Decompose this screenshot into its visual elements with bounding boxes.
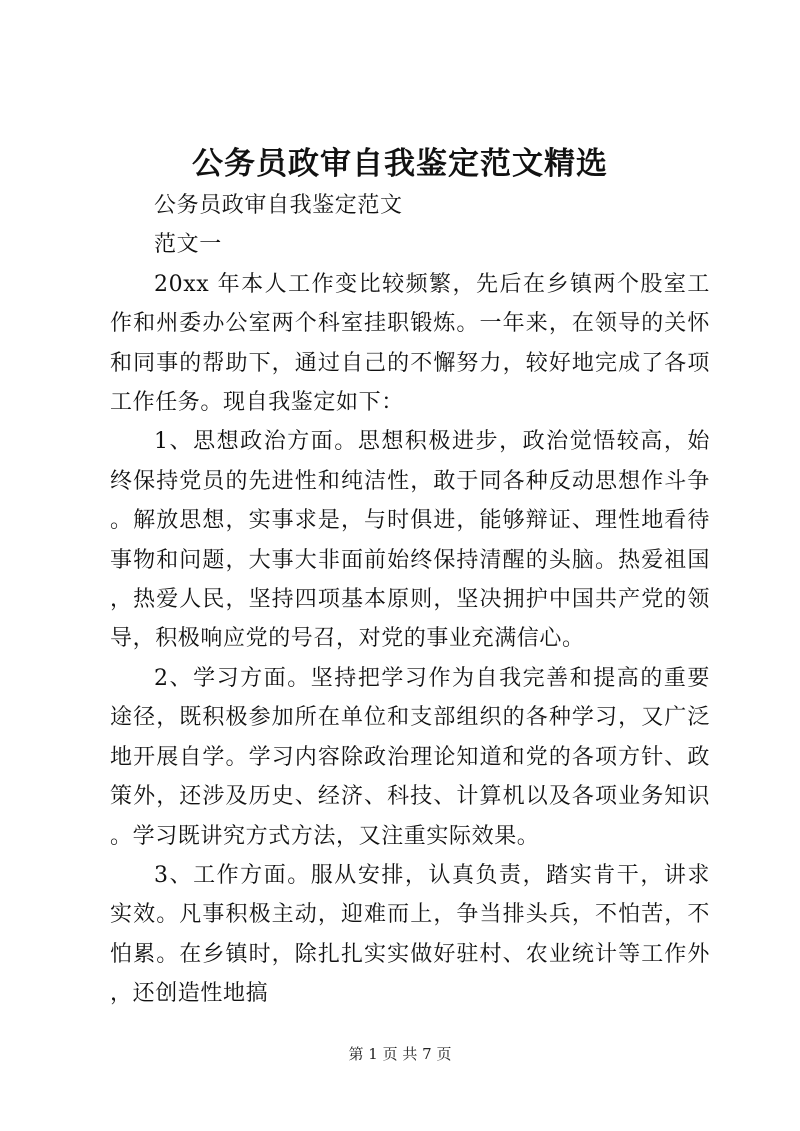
page-number-footer: 第 1 页 共 7 页 — [348, 1045, 452, 1063]
intro-paragraph: 20xx 年本人工作变比较频繁，先后在乡镇两个股室工作和州委办公室两个科室挂职锻炼。一年来，在领导的关怀和同事的帮助下，通过自己的不懈努力，较好地完成了各项工作任务。现自我鉴定如下： — [110, 271, 710, 416]
political-section-paragraph: 1、思想政治方面。思想积极进步，政治觉悟较高，始终保持党员的先进性和纯洁性，敢于同各种反动思想作斗争。解放思想，实事求是，与时俱进，能够辩证、理性地看待事物和问题，大事大非面前始终保持清醒的头脑。热爱祖国，热爱人民，坚持四项基本原则，坚决拥护中国共产党的领导，积极响应党的号召，对党的事业充满信心。 — [110, 429, 710, 652]
subtitle-paragraph: 公务员政审自我鉴定范文 — [154, 193, 403, 218]
document-body — [110, 186, 710, 1014]
work-section-paragraph: 3、工作方面。服从安排，认真负责，踏实肯干，讲求实效。凡事积极主动，迎难而上，争当排头兵，不怕苦，不怕累。在乡镇时，除扎扎实实做好驻村、农业统计等工作外，还创造性地搞 — [110, 862, 710, 1007]
study-section-paragraph: 2、学习方面。坚持把学习作为自我完善和提高的重要途径，既积极参加所在单位和支部组织的各种学习，又广泛地开展自学。学习内容除政治理论知道和党的各项方针、政策外，还涉及历史、经济、科技、计算机以及各项业务知识。学习既讲究方式方法，又注重实际效果。 — [110, 665, 710, 849]
document-title: 公务员政审自我鉴定范文精选 — [192, 146, 608, 182]
sample-heading-paragraph: 范文一 — [154, 232, 222, 258]
